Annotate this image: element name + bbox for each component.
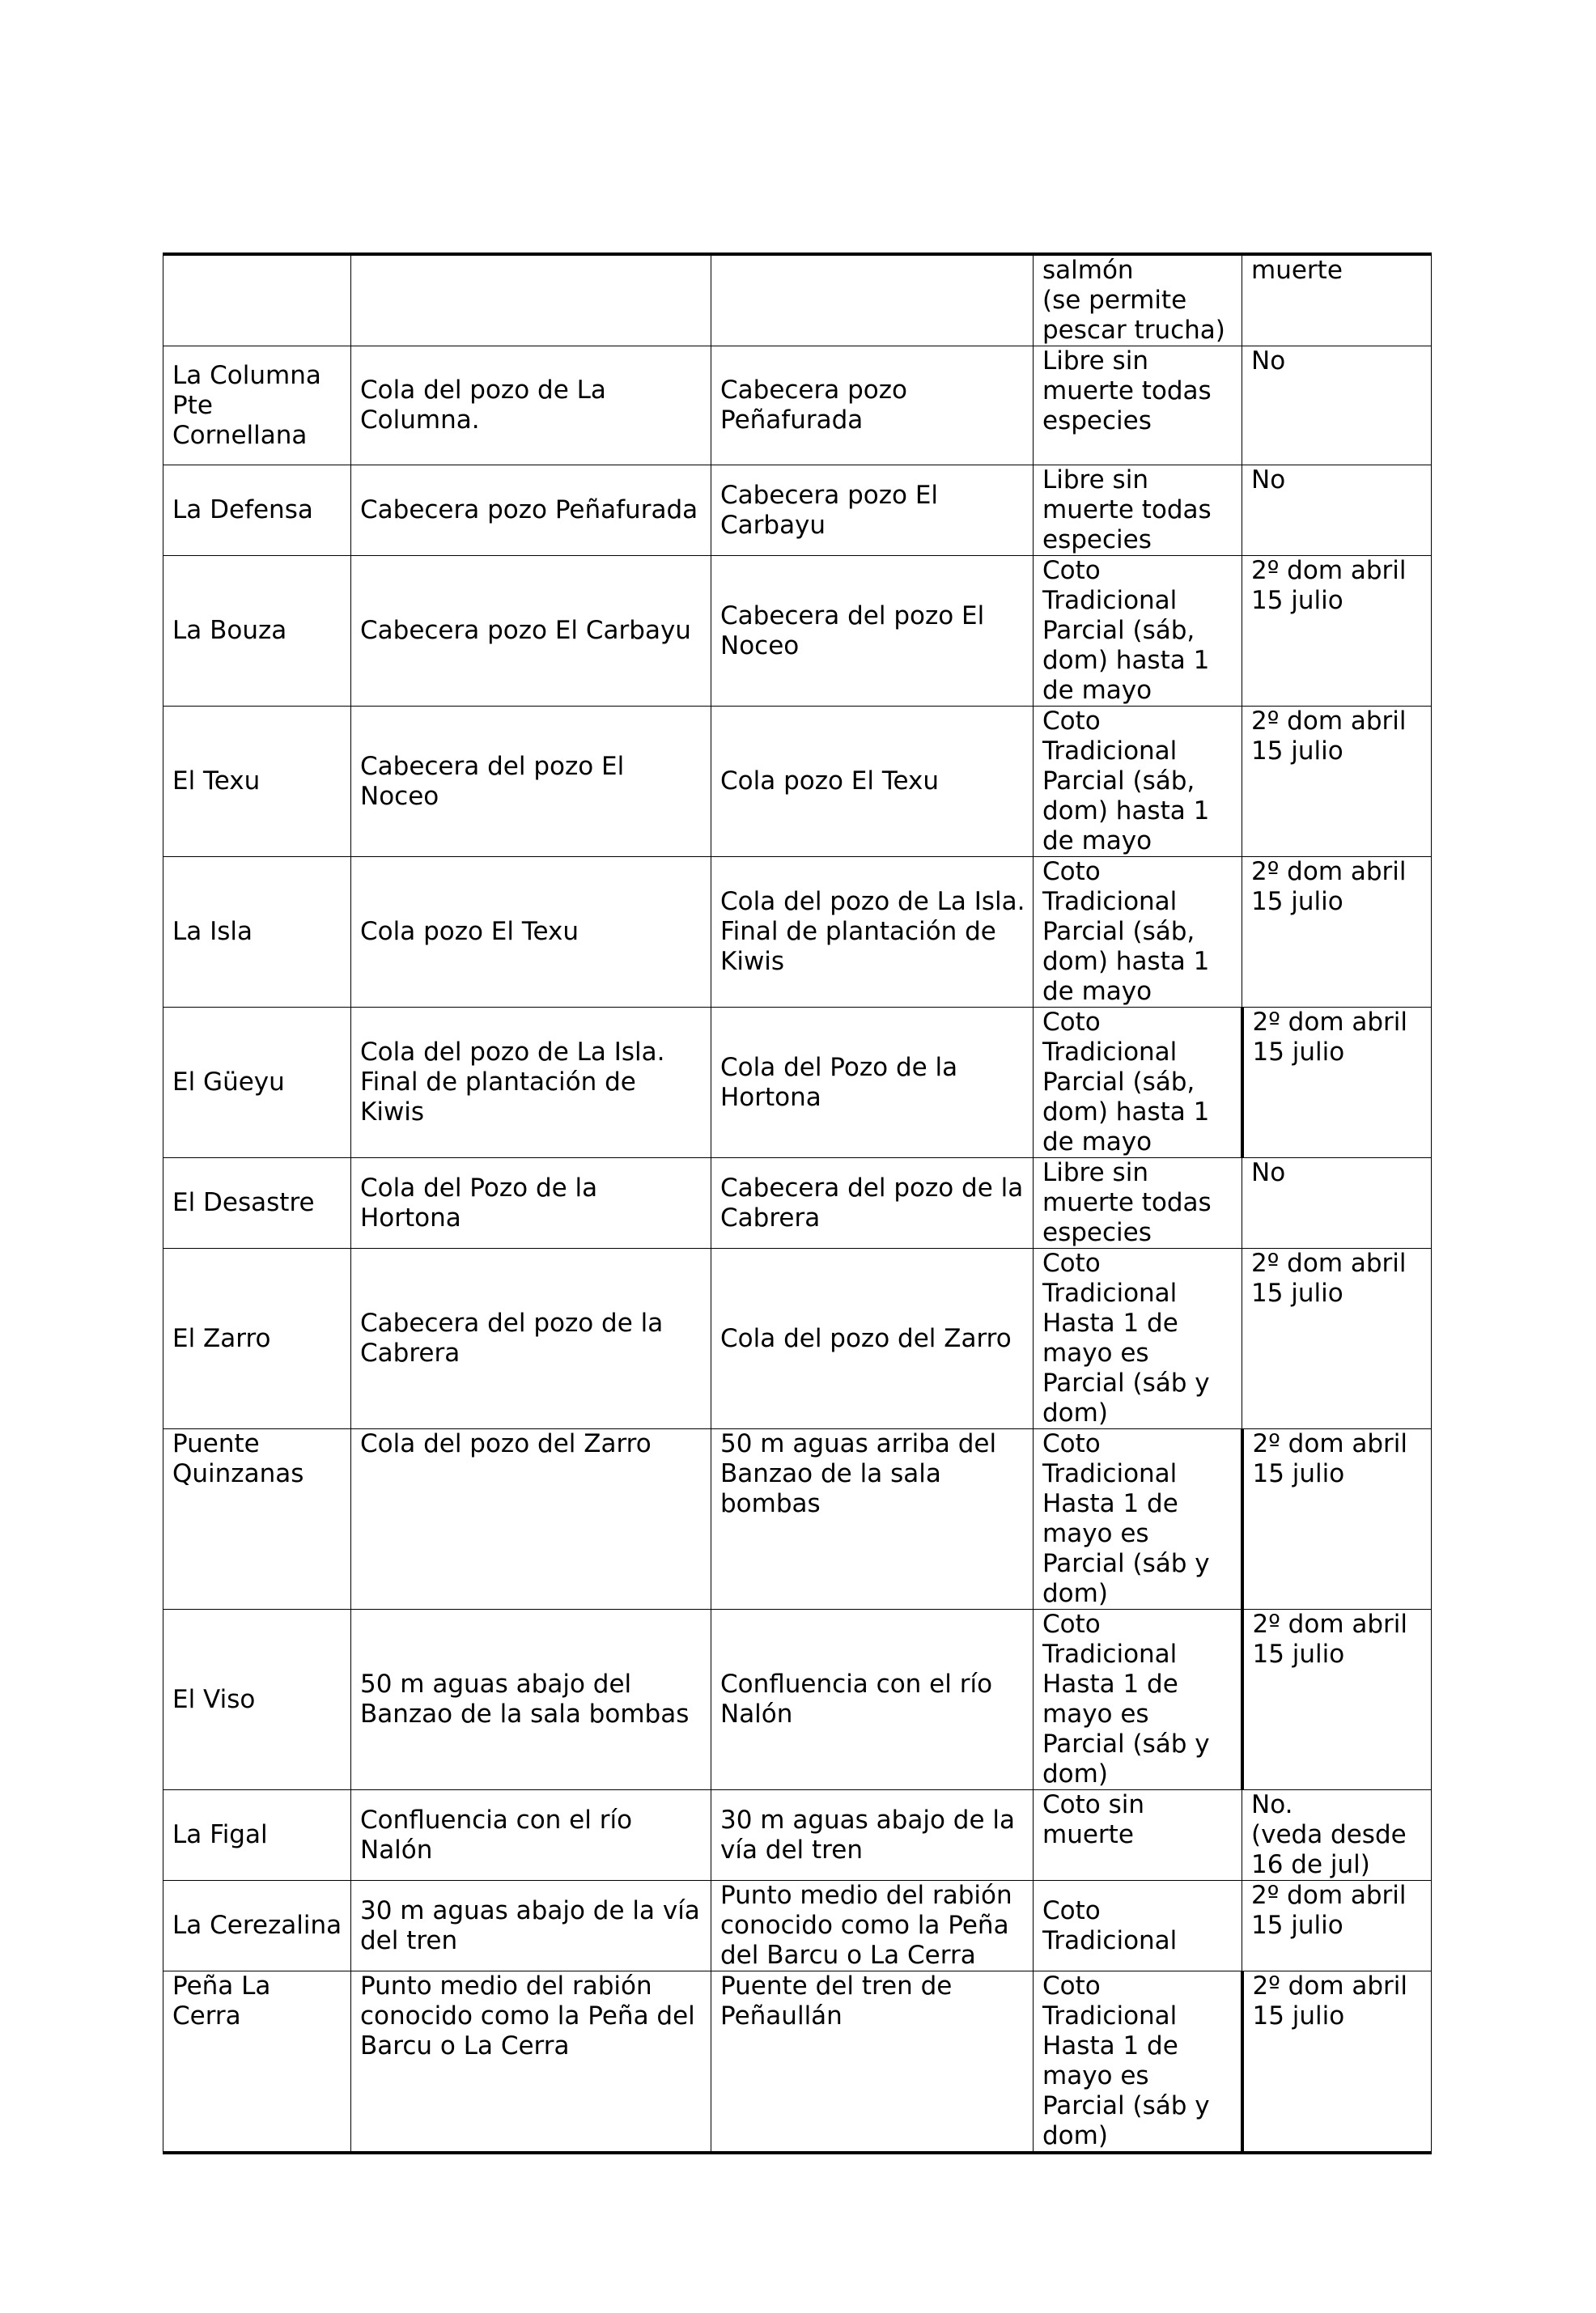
limite-inferior-cell [351, 707, 711, 857]
cell-text: La Bouza [172, 616, 287, 645]
cell-text: 2º dom abril 15 julio [1252, 1971, 1408, 2031]
regimen-cell [1034, 1249, 1242, 1429]
cell-text: La Defensa [172, 495, 313, 524]
cell-text: Puente Quinzanas [172, 1429, 304, 1488]
tramo-cell [163, 1008, 351, 1158]
limite-superior-cell [711, 1158, 1034, 1249]
cell-text: Libre sin muerte todas especies [1042, 465, 1212, 554]
cell-text: Cabecera del pozo El Noceo [360, 751, 625, 811]
regimen-cell [1034, 254, 1242, 346]
limite-superior-cell [711, 1971, 1034, 2154]
cell-text: La Cerezalina [172, 1911, 342, 1940]
regimen-cell [1034, 1429, 1242, 1610]
cell-text: Confluencia con el río Nalón [720, 1670, 993, 1729]
cell-text: 2º dom abril 15 julio [1252, 1610, 1408, 1669]
cell-text: Peña La Cerra [172, 1971, 271, 2031]
cell-text: Cabecera pozo Peñafurada [360, 495, 698, 524]
limite-superior-cell [711, 1610, 1034, 1790]
fechas-cell [1242, 254, 1432, 346]
cell-text: El Viso [172, 1684, 256, 1714]
table-row [163, 1881, 1432, 1971]
cell-text: La Isla [172, 917, 253, 946]
cell-text: Punto medio del rabión conocido como la Peña del Barcu o La Cerra [360, 1971, 695, 2060]
table-row [163, 1249, 1432, 1429]
cell-text: Cola del pozo de La Isla. Final de plantación de Kiwis [720, 887, 1025, 976]
fechas-cell [1242, 556, 1432, 707]
tramo-cell [163, 857, 351, 1008]
cell-text: Cabecera del pozo de la Cabrera [720, 1173, 1024, 1233]
cell-text: Cabecera del pozo El Noceo [720, 601, 985, 660]
limite-superior-cell [711, 1881, 1034, 1971]
regimen-cell [1034, 1008, 1242, 1158]
cell-text: Coto Tradicional Parcial (sáb, dom) hasta 1 de mayo [1042, 707, 1210, 855]
limite-inferior-cell [351, 465, 711, 556]
cell-text: 50 m aguas arriba del Banzao de la sala bombas [720, 1429, 997, 1518]
fechas-cell [1242, 346, 1432, 465]
limite-superior-cell [711, 556, 1034, 707]
cell-text: Coto Tradicional Hasta 1 de mayo es Parcial (sáb y dom) [1042, 1610, 1210, 1789]
table-body [163, 254, 1432, 2153]
cell-text: 2º dom abril 15 julio [1251, 1881, 1407, 1940]
cell-text: 2º dom abril 15 julio [1251, 707, 1407, 766]
cell-text: Coto sin muerte [1042, 1790, 1144, 1849]
limite-inferior-cell [351, 1008, 711, 1158]
regimen-cell [1034, 707, 1242, 857]
cell-text: Coto Tradicional Parcial (sáb, dom) hasta 1 de mayo [1042, 556, 1210, 705]
fechas-cell [1242, 1008, 1432, 1158]
cell-text: Cabecera pozo El Carbayu [360, 616, 691, 645]
table-row [163, 465, 1432, 556]
cell-text: 30 m aguas abajo de la vía del tren [720, 1805, 1015, 1865]
limite-superior-cell [711, 346, 1034, 465]
table-row [163, 1971, 1432, 2154]
fechas-cell [1242, 1249, 1432, 1429]
limite-inferior-cell [351, 1971, 711, 2154]
cell-text: El Texu [172, 766, 261, 796]
limite-superior-cell [711, 254, 1034, 346]
cell-text: El Desastre [172, 1188, 315, 1217]
cell-text: Libre sin muerte todas especies [1042, 346, 1212, 435]
tramo-cell [163, 346, 351, 465]
cell-text: Coto Tradicional Hasta 1 de mayo es Parcial (sáb y dom) [1042, 1429, 1210, 1608]
fechas-cell [1242, 1881, 1432, 1971]
cell-text: El Zarro [172, 1323, 271, 1353]
cell-text: Cola del Pozo de la Hortona [720, 1052, 958, 1112]
limite-superior-cell [711, 1249, 1034, 1429]
table-row [163, 1158, 1432, 1249]
limite-inferior-cell [351, 857, 711, 1008]
cell-text: Coto Tradicional Parcial (sáb, dom) hasta 1 de mayo [1042, 857, 1210, 1006]
limite-inferior-cell [351, 1158, 711, 1249]
fechas-cell [1242, 1429, 1432, 1610]
tramo-cell [163, 1790, 351, 1881]
cell-text: Cabecera pozo Peñafurada [720, 376, 907, 435]
table-row [163, 346, 1432, 465]
cell-text: 2º dom abril 15 julio [1252, 1429, 1408, 1488]
cell-text: Cola del Pozo de la Hortona [360, 1173, 598, 1233]
cell-text: 50 m aguas abajo del Banzao de la sala bombas [360, 1670, 690, 1729]
limite-inferior-cell [351, 1249, 711, 1429]
limite-superior-cell [711, 1008, 1034, 1158]
limite-inferior-cell [351, 1610, 711, 1790]
cell-text: muerte [1251, 256, 1343, 285]
table-row [163, 1008, 1432, 1158]
limite-superior-cell [711, 465, 1034, 556]
fechas-cell [1242, 857, 1432, 1008]
cell-text: Coto Tradicional [1042, 1895, 1178, 1955]
cell-text: 2º dom abril 15 julio [1251, 1249, 1407, 1308]
cell-text: Cola pozo El Texu [720, 766, 940, 796]
regimen-cell [1034, 556, 1242, 707]
cell-text: Puente del tren de Peñaullán [720, 1971, 953, 2031]
table-row [163, 254, 1432, 346]
fechas-cell [1242, 1610, 1432, 1790]
cell-text: Punto medio del rabión conocido como la Peña del Barcu o La Cerra [720, 1881, 1012, 1970]
cell-text: La Columna Pte Cornellana [172, 360, 321, 450]
cell-text: Cola del pozo del Zarro [360, 1429, 652, 1458]
cell-text: Libre sin muerte todas especies [1042, 1158, 1212, 1247]
tramo-cell [163, 1610, 351, 1790]
cell-text: El Güeyu [172, 1067, 285, 1097]
tramo-cell [163, 1249, 351, 1429]
regimen-cell [1034, 1610, 1242, 1790]
table-row [163, 707, 1432, 857]
cell-text: Coto Tradicional Hasta 1 de mayo es Parcial (sáb y dom) [1042, 1971, 1210, 2150]
fechas-cell [1242, 1971, 1432, 2154]
table-row [163, 556, 1432, 707]
limite-superior-cell [711, 707, 1034, 857]
cell-text: 30 m aguas abajo de la vía del tren [360, 1895, 700, 1955]
cell-text: 2º dom abril 15 julio [1251, 556, 1407, 615]
limite-inferior-cell [351, 254, 711, 346]
table-row [163, 1610, 1432, 1790]
regimen-cell [1034, 1881, 1242, 1971]
cell-text: Cola pozo El Texu [360, 917, 579, 946]
regimen-cell [1034, 346, 1242, 465]
table-row [163, 1429, 1432, 1610]
regimen-cell [1034, 857, 1242, 1008]
cell-text: Cola del pozo de La Isla. Final de plantación de Kiwis [360, 1038, 665, 1127]
limite-inferior-cell [351, 1429, 711, 1610]
tramo-cell [163, 254, 351, 346]
limite-inferior-cell [351, 1790, 711, 1881]
cell-text: 2º dom abril 15 julio [1251, 857, 1407, 916]
cell-text: Coto Tradicional Parcial (sáb, dom) hasta 1 de mayo [1042, 1008, 1210, 1156]
cell-text: Cola del pozo del Zarro [720, 1323, 1012, 1353]
limite-inferior-cell [351, 346, 711, 465]
cell-text: La Figal [172, 1820, 268, 1849]
regimen-cell [1034, 465, 1242, 556]
cell-text: No [1251, 1158, 1286, 1187]
tramo-cell [163, 1881, 351, 1971]
table-row [163, 857, 1432, 1008]
cell-text: Cabecera pozo El Carbayu [720, 480, 939, 540]
tramo-cell [163, 707, 351, 857]
cell-text: No [1251, 346, 1286, 376]
limite-inferior-cell [351, 1881, 711, 1971]
tramo-cell [163, 1158, 351, 1249]
regimen-cell [1034, 1971, 1242, 2154]
fechas-cell [1242, 707, 1432, 857]
tramo-cell [163, 465, 351, 556]
regimen-cell [1034, 1158, 1242, 1249]
cell-text: Cola del pozo de La Columna. [360, 376, 606, 435]
regimen-cell [1034, 1790, 1242, 1881]
fechas-cell [1242, 1158, 1432, 1249]
cell-text: No [1251, 465, 1286, 494]
cell-text: Cabecera del pozo de la Cabrera [360, 1309, 664, 1368]
cell-text: salmón (se permite pescar trucha) [1042, 256, 1225, 345]
fishing-zones-table [163, 253, 1432, 2154]
cell-text: Confluencia con el río Nalón [360, 1805, 633, 1865]
fechas-cell [1242, 1790, 1432, 1881]
limite-superior-cell [711, 857, 1034, 1008]
limite-superior-cell [711, 1429, 1034, 1610]
limite-superior-cell [711, 1790, 1034, 1881]
tramo-cell [163, 1971, 351, 2154]
cell-text: No. (veda desde 16 de jul) [1251, 1790, 1407, 1879]
table-row [163, 1790, 1432, 1881]
limite-inferior-cell [351, 556, 711, 707]
fechas-cell [1242, 465, 1432, 556]
tramo-cell [163, 1429, 351, 1610]
tramo-cell [163, 556, 351, 707]
cell-text: 2º dom abril 15 julio [1252, 1008, 1408, 1067]
cell-text: Coto Tradicional Hasta 1 de mayo es Parcial (sáb y dom) [1042, 1249, 1210, 1428]
